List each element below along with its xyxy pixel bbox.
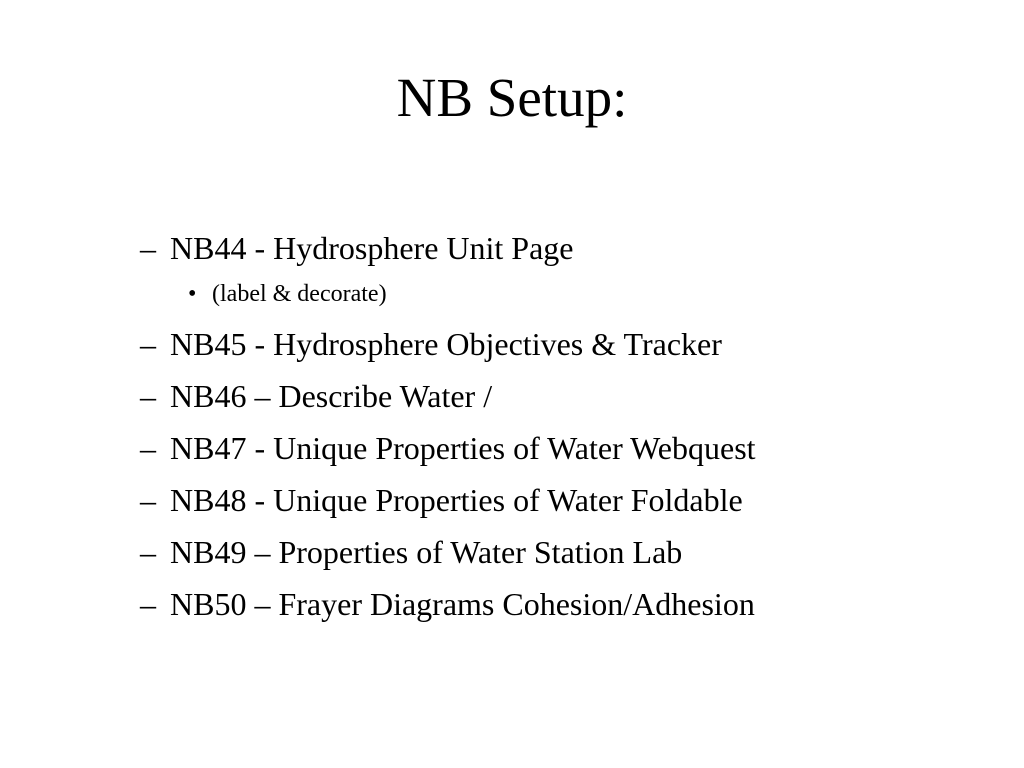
list-item-text: NB44 - Hydrosphere Unit Page	[170, 230, 574, 266]
list-item-nb45	[140, 318, 1000, 370]
slide-title: NB Setup:	[396, 67, 628, 128]
list-item-text: NB46 – Describe Water /	[170, 378, 493, 414]
list-item-nb50	[140, 578, 1000, 630]
slide-body	[140, 222, 1000, 630]
list-item-text: NB45 - Hydrosphere Objectives & Tracker	[170, 326, 722, 362]
dash-marker: –	[140, 586, 156, 622]
list-item-nb46	[140, 370, 1000, 422]
dash-marker: –	[140, 326, 156, 362]
bullet-marker: •	[188, 281, 197, 307]
list-item-nb49	[140, 526, 1000, 578]
dash-marker: –	[140, 430, 156, 466]
dash-marker: –	[140, 378, 156, 414]
dash-marker: –	[140, 230, 156, 266]
list-item-text: NB49 – Properties of Water Station Lab	[170, 534, 683, 570]
list-item-nb48	[140, 474, 1000, 526]
list-item-nb44	[140, 222, 1000, 274]
list-item-text: NB47 - Unique Properties of Water Webquest	[170, 430, 756, 466]
list-item-text: NB48 - Unique Properties of Water Foldable	[170, 482, 743, 518]
dash-marker: –	[140, 482, 156, 518]
sub-list-item-text: (label & decorate)	[212, 281, 387, 307]
list-item-nb47	[140, 422, 1000, 474]
sub-list-item-label-decorate	[140, 272, 1000, 316]
list-item-text: NB50 – Frayer Diagrams Cohesion/Adhesion	[170, 586, 755, 622]
dash-marker: –	[140, 534, 156, 570]
